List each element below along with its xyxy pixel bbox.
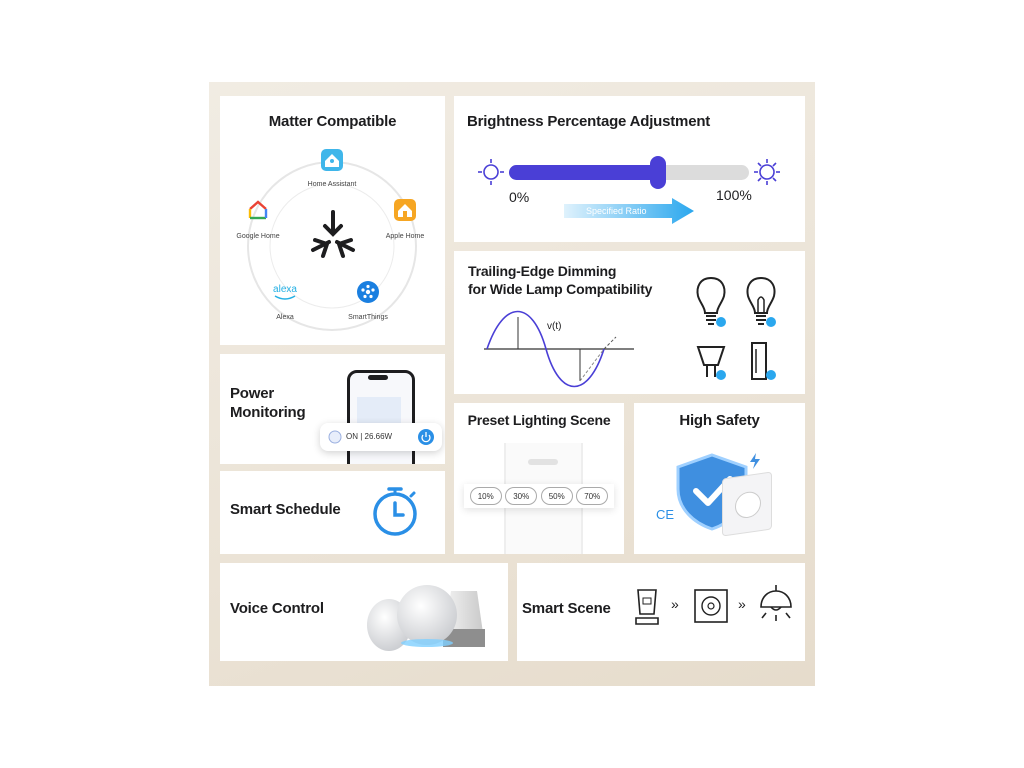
sun-bright-icon bbox=[754, 159, 780, 185]
feature-board bbox=[209, 82, 815, 686]
wave-label: v(t) bbox=[547, 321, 562, 332]
tube-bulb-icon bbox=[744, 341, 778, 383]
ce-mark: CE bbox=[656, 507, 675, 522]
preset-title: Preset Lighting Scene bbox=[467, 412, 611, 428]
brightness-slider-fill bbox=[509, 165, 658, 180]
platform-label-apple-home: Apple Home bbox=[385, 233, 425, 240]
preset-options bbox=[464, 484, 614, 508]
sensor-device-icon bbox=[634, 588, 660, 626]
platform-label-smartthings: SmartThings bbox=[348, 314, 388, 321]
scene-separator-2: » bbox=[738, 596, 746, 612]
brightness-slider-handle[interactable] bbox=[650, 156, 666, 189]
preset-card bbox=[454, 403, 624, 554]
brightness-title: Brightness Percentage Adjustment bbox=[467, 113, 711, 130]
dimming-card bbox=[454, 251, 805, 394]
brightness-max-label: 100% bbox=[716, 187, 752, 203]
power-toggle-icon[interactable] bbox=[418, 429, 434, 445]
matter-title: Matter Compatible bbox=[268, 113, 397, 130]
sun-dim-icon bbox=[478, 159, 504, 185]
scene-separator-1: » bbox=[671, 596, 679, 612]
schedule-card bbox=[220, 471, 445, 554]
dimmer-knob bbox=[735, 490, 761, 520]
bulb-a19-icon bbox=[694, 276, 728, 328]
dimming-title-line2: for Wide Lamp Compatibility bbox=[468, 281, 653, 297]
smartthings-icon bbox=[357, 281, 379, 303]
spot-bulb-icon bbox=[694, 343, 728, 383]
power-title-line1: Power bbox=[230, 385, 275, 402]
schedule-title: Smart Schedule bbox=[230, 501, 341, 518]
safety-card bbox=[634, 403, 805, 554]
dimmer-switch-icon bbox=[693, 588, 729, 624]
smart-scene-card bbox=[517, 563, 805, 661]
voice-card bbox=[220, 563, 508, 661]
smart-scene-title: Smart Scene bbox=[522, 600, 611, 617]
safety-title: High Safety bbox=[679, 412, 760, 429]
bulb-filament-icon bbox=[744, 276, 778, 328]
phone-notch bbox=[368, 375, 388, 380]
google-home-icon bbox=[247, 199, 269, 221]
matter-logo-icon bbox=[303, 206, 363, 266]
dimmer-switch-image bbox=[722, 471, 772, 536]
matter-card bbox=[220, 96, 445, 345]
brightness-slider-track[interactable] bbox=[509, 165, 749, 180]
alexa-icon bbox=[268, 281, 302, 303]
platform-label-alexa: Alexa bbox=[276, 314, 294, 321]
stopwatch-icon bbox=[371, 485, 419, 537]
dimming-title-line1: Trailing-Edge Dimming bbox=[468, 263, 617, 279]
preset-option-30[interactable]: 30% bbox=[505, 487, 537, 505]
ceiling-lamp-icon bbox=[758, 585, 794, 623]
voice-title: Voice Control bbox=[230, 600, 324, 617]
power-status-pill bbox=[320, 423, 442, 451]
brightness-card bbox=[454, 96, 805, 242]
smart-speakers-image bbox=[355, 577, 495, 657]
platform-label-home-assistant: Home Assistant bbox=[307, 181, 357, 188]
preset-option-10[interactable]: 10% bbox=[470, 487, 502, 505]
power-title-line2: Monitoring bbox=[230, 404, 306, 421]
brightness-min-label: 0% bbox=[509, 189, 530, 205]
power-status-text: ON | 26.66W bbox=[346, 432, 393, 441]
preset-switch-bar bbox=[528, 459, 558, 465]
preset-option-50[interactable]: 50% bbox=[541, 487, 573, 505]
preset-option-70[interactable]: 70% bbox=[576, 487, 608, 505]
apple-home-icon bbox=[394, 199, 416, 221]
lightning-icon bbox=[747, 453, 763, 469]
svg-text:alexa: alexa bbox=[273, 284, 297, 295]
home-assistant-icon bbox=[321, 149, 343, 171]
platform-label-google-home: Google Home bbox=[236, 233, 280, 240]
power-card bbox=[220, 354, 445, 464]
socket-icon bbox=[328, 430, 342, 444]
specified-ratio-label: Specified Ratio bbox=[586, 206, 647, 216]
